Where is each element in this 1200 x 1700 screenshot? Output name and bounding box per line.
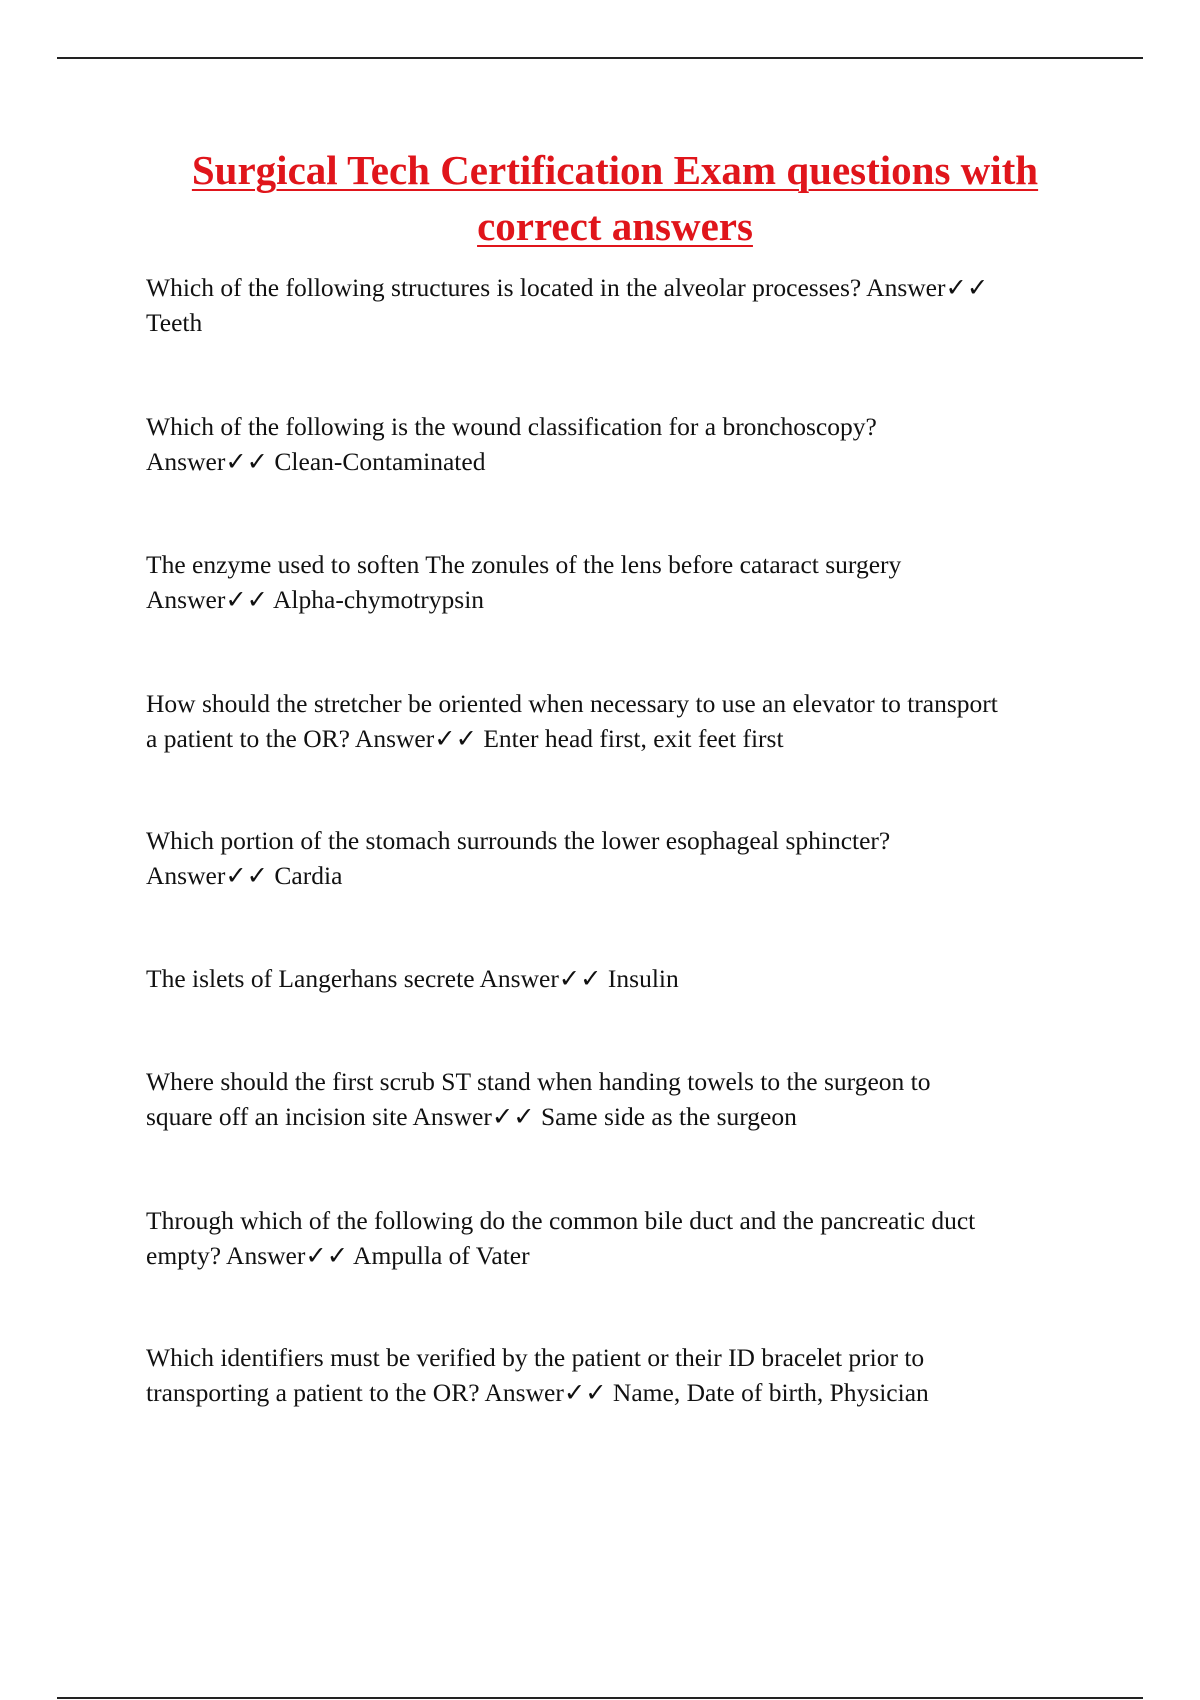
- qa-item-7: [146, 1064, 1096, 1134]
- bottom-rule: [57, 1697, 1143, 1699]
- qa-item-5: [146, 823, 1096, 893]
- qa-item-line: Which portion of the stomach surrounds the lower esophageal sphincter?: [146, 826, 891, 855]
- qa-item-line: transporting a patient to the OR? Answer✓✓ Name, Date of birth, Physician: [146, 1378, 929, 1407]
- qa-item-line: The enzyme used to soften The zonules of the lens before cataract surgery: [146, 550, 902, 579]
- qa-item-line: Which of the following is the wound classification for a bronchoscopy?: [146, 412, 877, 441]
- qa-item-line: square off an incision site Answer✓✓ Same side as the surgeon: [146, 1102, 797, 1131]
- qa-item-line: Answer✓✓ Clean-Contaminated: [146, 447, 486, 476]
- qa-item-line: Teeth: [146, 308, 203, 337]
- qa-item-6: [146, 961, 1096, 996]
- qa-item-2: [146, 409, 1096, 479]
- qa-item-3: [146, 547, 1096, 617]
- top-rule: [57, 57, 1143, 59]
- qa-item-line: The islets of Langerhans secrete Answer✓✓ Insulin: [146, 964, 679, 993]
- qa-item-line: Through which of the following do the common bile duct and the pancreatic duct: [146, 1206, 976, 1235]
- qa-item-line: Answer✓✓ Alpha-chymotrypsin: [146, 585, 485, 614]
- qa-item-4: [146, 686, 1096, 756]
- qa-item-line: Which identifiers must be verified by the patient or their ID bracelet prior to: [146, 1343, 925, 1372]
- qa-item-line: empty? Answer✓✓ Ampulla of Vater: [146, 1241, 530, 1270]
- qa-item-line: a patient to the OR? Answer✓✓ Enter head first, exit feet first: [146, 724, 784, 753]
- page-title-line-1: Surgical Tech Certification Exam questions with: [191, 147, 1039, 193]
- qa-item-line: Answer✓✓ Cardia: [146, 861, 343, 890]
- qa-item-8: [146, 1203, 1096, 1273]
- qa-item-1: [146, 270, 1096, 340]
- page-title: [140, 142, 1090, 254]
- qa-item-line: How should the stretcher be oriented when necessary to use an elevator to transport: [146, 689, 998, 718]
- page-title-line-2: correct answers: [477, 203, 753, 249]
- qa-item-line: Which of the following structures is located in the alveolar processes? Answer✓✓: [146, 273, 989, 302]
- qa-item-line: Where should the first scrub ST stand when handing towels to the surgeon to: [146, 1067, 931, 1096]
- qa-item-9: [146, 1340, 1096, 1410]
